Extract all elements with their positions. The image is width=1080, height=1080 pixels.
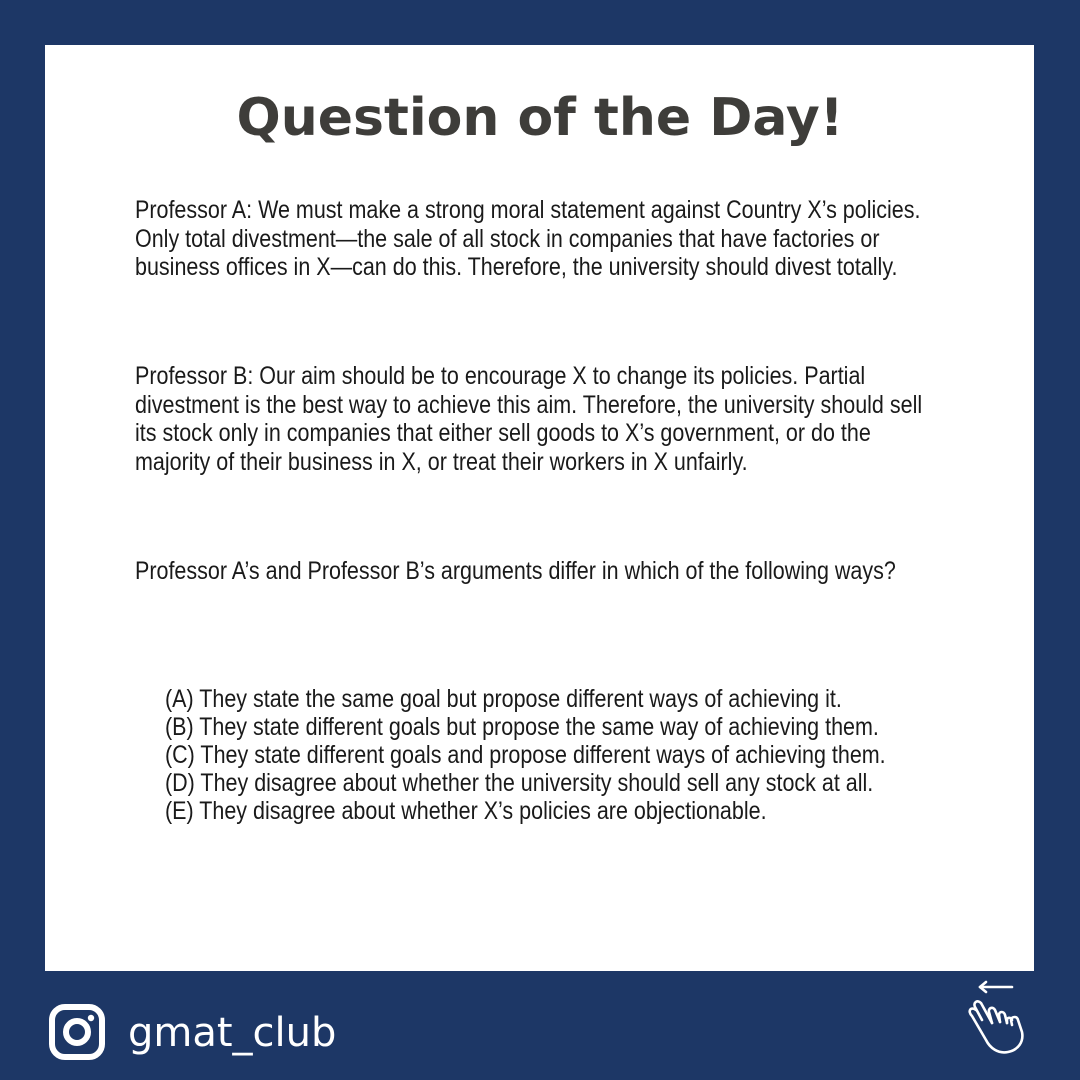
- professor-b-text: Professor B: Our aim should be to encourage X to change its policies. Partial divestment is the best way to achieve this aim. Therefore, the university should sell its stock only in companies that either sell goods to X’s government, or do the majority of their business in X, or treat their workers in X unfairly.: [135, 362, 923, 476]
- option-b: (B) They state different goals but propose the same way of achieving them.: [165, 713, 879, 741]
- swipe-left-hand-icon: [962, 980, 1032, 1060]
- question-card: [45, 45, 1034, 971]
- professor-b-paragraph: [135, 362, 945, 476]
- option-e: (E) They disagree about whether X’s policies are objectionable.: [165, 797, 767, 825]
- answer-options: [165, 685, 975, 825]
- question-text: Professor A’s and Professor B’s arguments differ in which of the following ways?: [135, 557, 896, 585]
- professor-a-paragraph: [135, 196, 945, 282]
- option-d: (D) They disagree about whether the university should sell any stock at all.: [165, 769, 874, 797]
- professor-a-text: Professor A: We must make a strong moral statement against Country X’s policies. Only total divestment—the sale of all stock in companies that have factories or business offices in X—can do this. Therefore, the university should divest totally.: [135, 196, 921, 281]
- option-a: (A) They state the same goal but propose different ways of achieving it.: [165, 685, 842, 713]
- social-handle[interactable]: gmat_club: [128, 1010, 337, 1056]
- page-title: Question of the Day!: [236, 88, 844, 148]
- option-c: (C) They state different goals and propose different ways of achieving them.: [165, 741, 886, 769]
- question-paragraph: [135, 557, 945, 586]
- instagram-icon[interactable]: [48, 1003, 106, 1061]
